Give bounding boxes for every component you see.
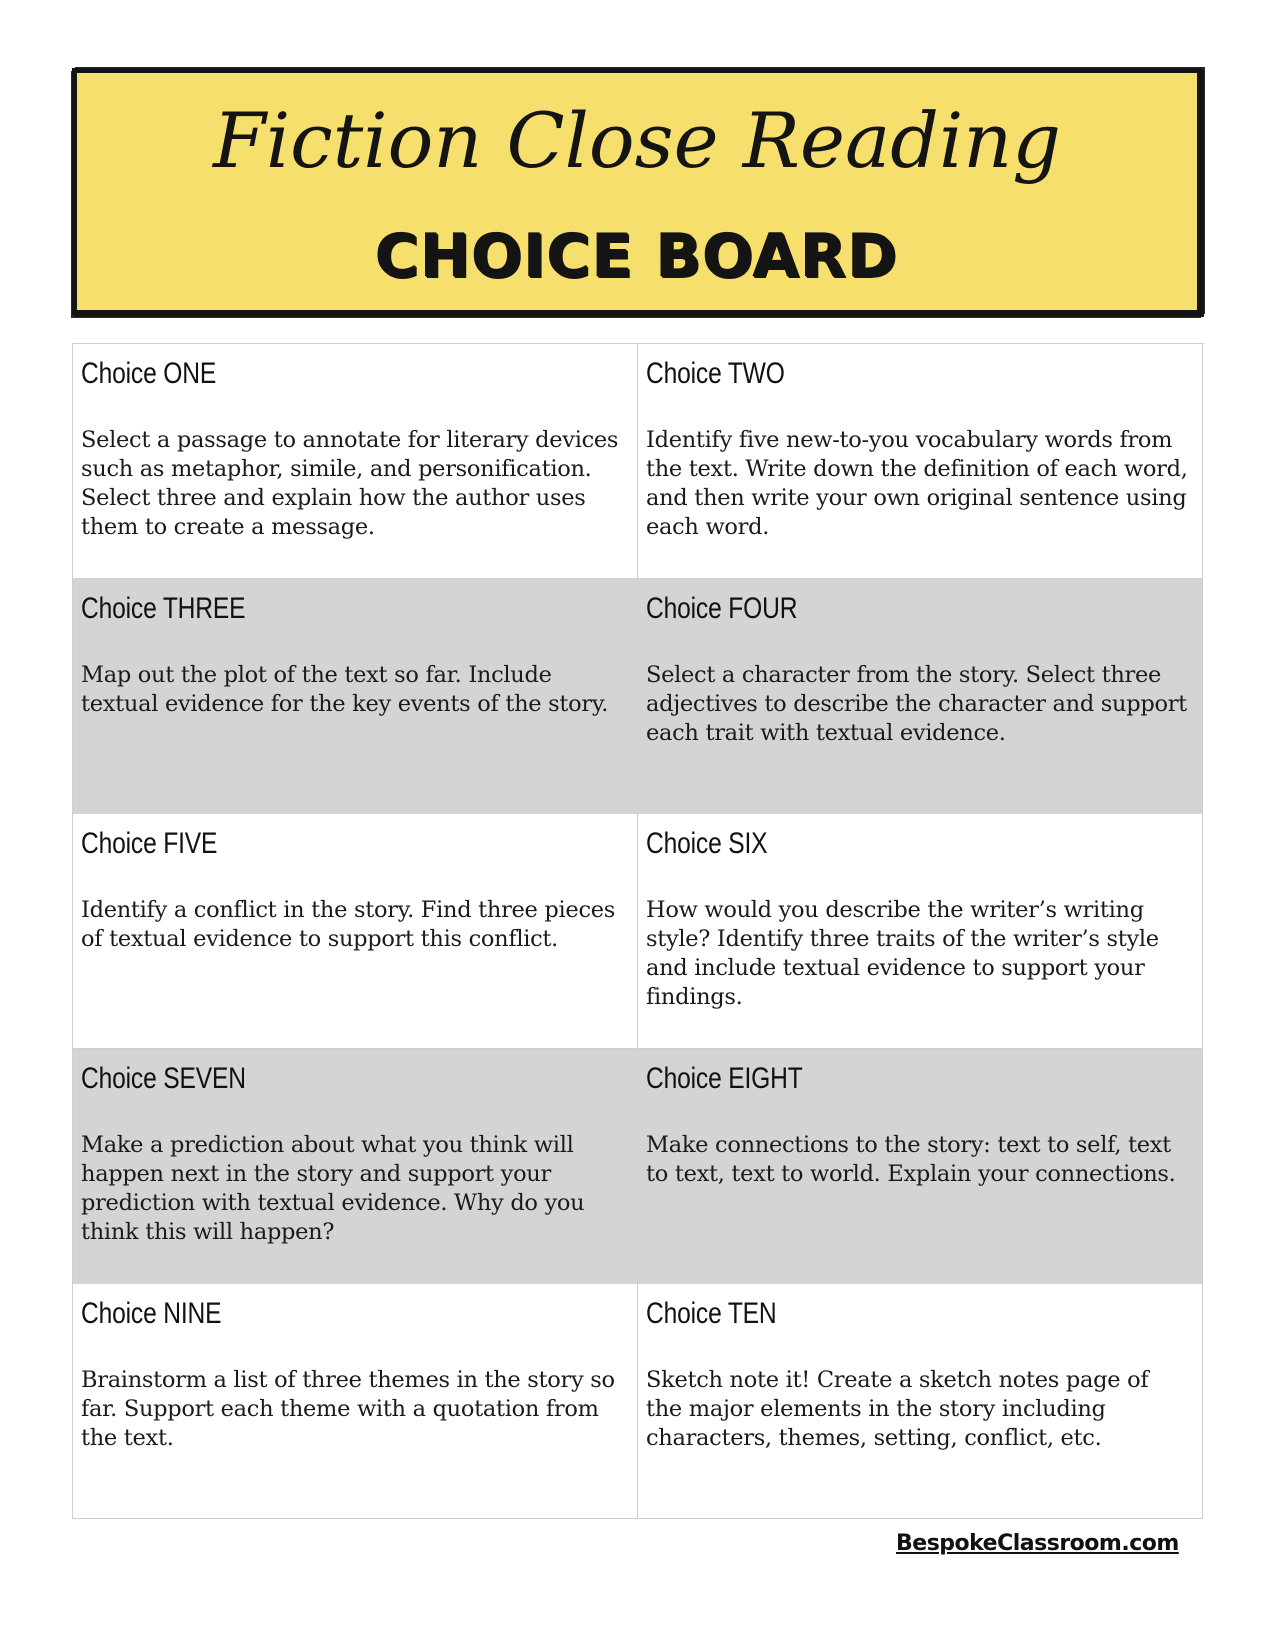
choice-title: Choice FIVE	[81, 827, 218, 860]
choice-cell-two	[638, 344, 1203, 579]
choice-cell-three	[73, 579, 638, 814]
choice-title: Choice NINE	[81, 1297, 222, 1330]
choice-cell-eight	[638, 1049, 1203, 1284]
choice-description: Select a character from the story. Select three adjectives to describe the character and support each trait with textual evidence.	[646, 662, 1187, 746]
choice-description: Sketch note it! Create a sketch notes page of the major elements in the story including characters, themes, setting, conflict, etc.	[646, 1367, 1149, 1451]
choice-board-grid	[72, 343, 1204, 1519]
choice-description: Map out the plot of the text so far. Include textual evidence for the key events of the story.	[81, 662, 609, 717]
title-banner	[72, 68, 1202, 315]
choice-title: Choice THREE	[81, 592, 246, 625]
choice-cell-four	[638, 579, 1203, 814]
choice-title: Choice TEN	[646, 1297, 777, 1330]
choice-cell-seven	[73, 1049, 638, 1284]
page-subtitle: CHOICE BOARD	[375, 222, 899, 292]
choice-title: Choice FOUR	[646, 592, 798, 625]
choice-description: Make a prediction about what you think will happen next in the story and support your prediction with textual evidence. Why do you think this will happen?	[81, 1132, 585, 1245]
choice-cell-six	[638, 814, 1203, 1049]
page-title: Fiction Close Reading	[213, 96, 1061, 185]
choice-description: Identify five new-to-you vocabulary words from the text. Write down the definition of each word, and then write your own original sentence using each word.	[646, 427, 1188, 540]
choice-title: Choice SEVEN	[81, 1062, 246, 1095]
choice-description: Select a passage to annotate for literary devices such as metaphor, simile, and personification. Select three and explain how the author uses them to create a message.	[81, 427, 619, 540]
choice-title: Choice EIGHT	[646, 1062, 803, 1095]
footer-site-link[interactable]: BespokeClassroom.com	[896, 1531, 1179, 1556]
choice-description: Make connections to the story: text to self, text to text, text to world. Explain your connections.	[646, 1132, 1176, 1187]
choice-cell-one	[73, 344, 638, 579]
choice-description: Identify a conflict in the story. Find three pieces of textual evidence to support this conflict.	[81, 897, 616, 952]
choice-title: Choice ONE	[81, 357, 217, 390]
choice-title: Choice SIX	[646, 827, 768, 860]
choice-cell-ten	[638, 1284, 1203, 1519]
choice-description: How would you describe the writer’s writing style? Identify three traits of the writer’s style and include textual evidence to support your findings.	[646, 897, 1159, 1010]
choice-description: Brainstorm a list of three themes in the story so far. Support each theme with a quotation from the text.	[81, 1367, 615, 1451]
choice-cell-nine	[73, 1284, 638, 1519]
choice-cell-five	[73, 814, 638, 1049]
choice-title: Choice TWO	[646, 357, 785, 390]
